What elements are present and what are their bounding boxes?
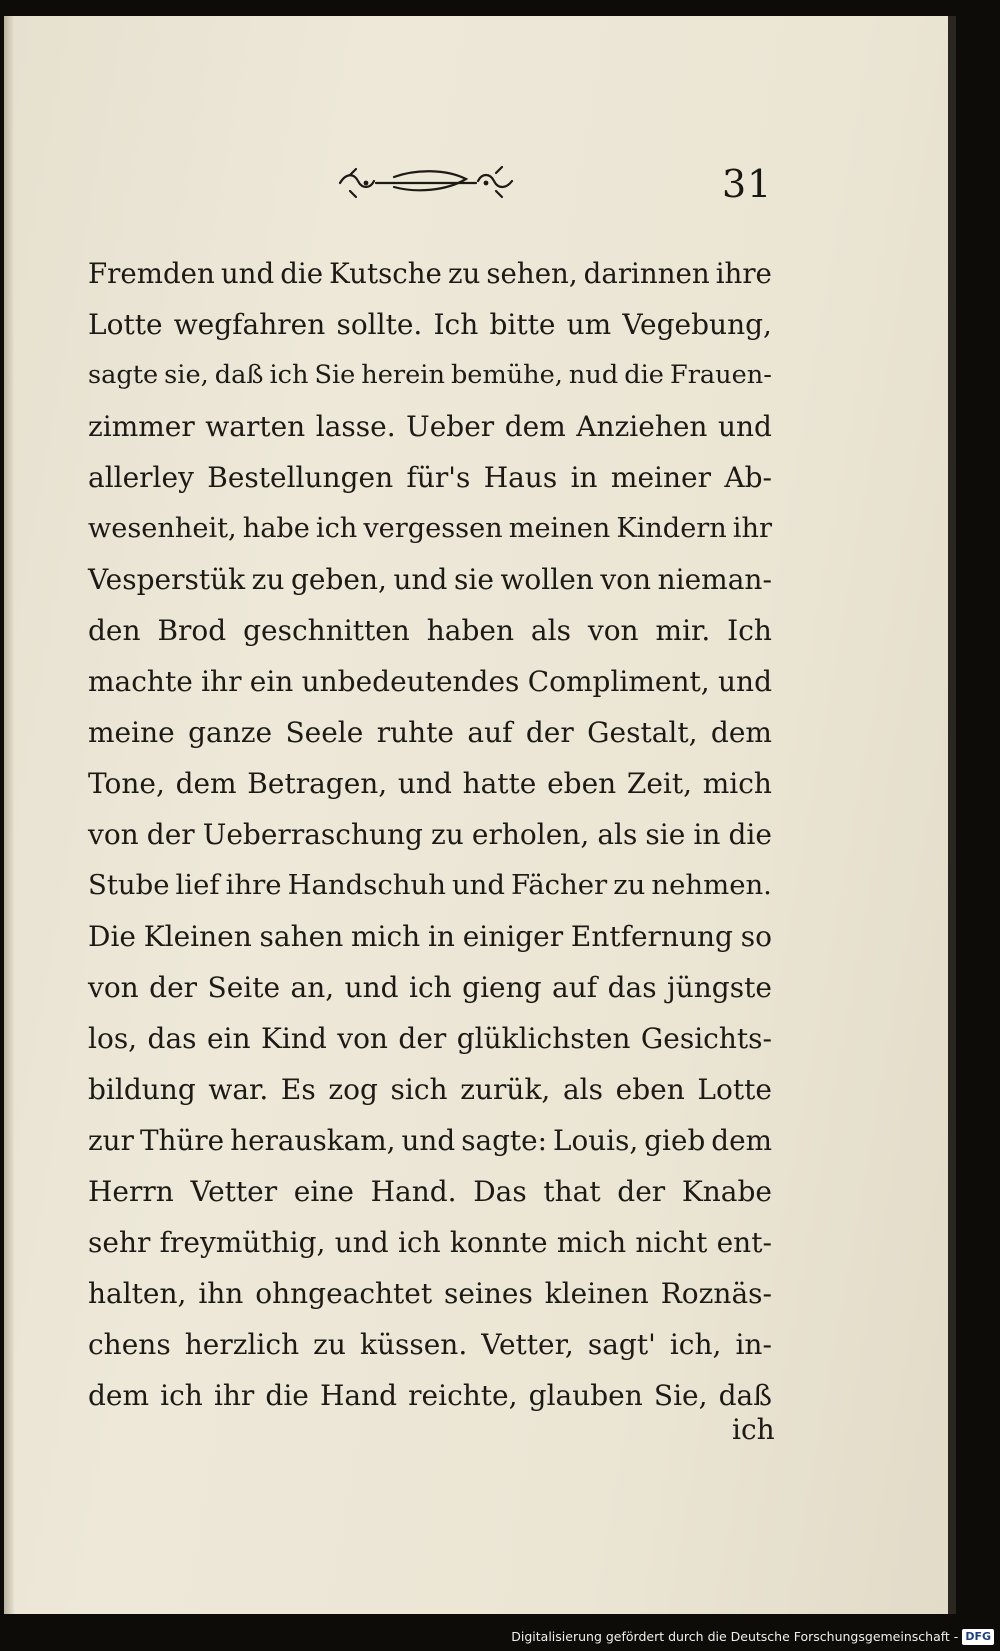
word: die xyxy=(624,360,664,390)
word: Ueberraschung xyxy=(202,818,423,851)
word: als xyxy=(597,818,638,851)
word: hatte xyxy=(462,767,537,800)
word: küssen. xyxy=(360,1328,468,1361)
word: ich xyxy=(397,1226,441,1259)
word: bildung xyxy=(88,1073,196,1106)
word: allerley xyxy=(88,461,194,494)
word: von xyxy=(600,563,652,596)
word: Bestellungen xyxy=(207,461,394,494)
word: Sie, xyxy=(653,1379,708,1412)
word: ihr xyxy=(732,513,772,544)
word: die xyxy=(728,818,772,851)
word: sagte xyxy=(88,360,159,390)
word: einiger xyxy=(462,920,564,953)
word: Vetter, xyxy=(481,1328,574,1361)
word: ihn xyxy=(198,1277,244,1310)
word: ich xyxy=(315,513,358,544)
word: herauskam, xyxy=(230,1124,396,1157)
text-line xyxy=(88,962,772,1013)
word: das xyxy=(607,971,657,1004)
dfg-logo: DFG xyxy=(962,1629,994,1645)
word: sehr xyxy=(88,1226,151,1259)
text-line xyxy=(88,1013,772,1064)
word: ruhte xyxy=(376,716,454,749)
word: Roznäs- xyxy=(660,1277,772,1310)
text-line xyxy=(88,1115,772,1166)
text-line xyxy=(88,1370,772,1421)
word: war. xyxy=(208,1073,269,1106)
word: Betragen, xyxy=(247,767,388,800)
word: chens xyxy=(88,1328,171,1361)
word: Die xyxy=(88,920,136,953)
word: nud xyxy=(568,360,619,390)
word: auf xyxy=(552,971,598,1004)
text-line xyxy=(88,656,772,707)
word: eine xyxy=(293,1175,354,1208)
word: Brod xyxy=(157,614,227,647)
word: Ueber xyxy=(406,410,495,443)
word: geben, xyxy=(290,563,387,596)
word: so xyxy=(740,920,772,953)
word: in- xyxy=(735,1328,772,1361)
word: Sie xyxy=(314,360,356,390)
word: und xyxy=(334,1226,389,1259)
word: Stube xyxy=(88,869,170,901)
word: habe xyxy=(242,513,310,544)
word: dem xyxy=(88,1379,150,1412)
word: mich xyxy=(702,767,772,800)
word: vergessen xyxy=(363,513,503,544)
word: glüklichsten xyxy=(456,1022,631,1055)
word: und xyxy=(718,665,772,698)
word: den xyxy=(88,614,141,647)
word: sollte. xyxy=(336,308,423,341)
word: darinnen xyxy=(583,257,710,290)
word: in xyxy=(693,818,721,851)
catchword: ich xyxy=(732,1413,775,1446)
word: dem xyxy=(710,716,772,749)
word: bitte xyxy=(489,308,556,341)
word: sie, xyxy=(164,360,209,390)
word: ihr xyxy=(213,1379,255,1412)
word: in xyxy=(570,461,598,494)
word: und xyxy=(451,869,505,901)
text-line xyxy=(88,1217,772,1268)
word: der xyxy=(525,716,574,749)
text-line xyxy=(88,554,772,605)
word: eben xyxy=(615,1073,685,1106)
word: that xyxy=(543,1175,601,1208)
word: Zeit, xyxy=(626,767,693,800)
word: wesenheit, xyxy=(88,513,237,544)
word: ein xyxy=(249,665,294,698)
word: machte xyxy=(88,665,193,698)
word: meine xyxy=(88,716,175,749)
word: Fächer xyxy=(511,869,608,901)
word: bemühe, xyxy=(450,360,563,390)
word: das xyxy=(147,1022,197,1055)
word: der xyxy=(398,1022,447,1055)
word: meiner xyxy=(610,461,711,494)
word: für's xyxy=(406,461,471,494)
word: Ab- xyxy=(724,461,772,494)
word: zurük, xyxy=(460,1073,551,1106)
word: in xyxy=(427,920,455,953)
word: Hand. xyxy=(370,1175,457,1208)
word: nehmen. xyxy=(651,869,772,901)
word: sie xyxy=(454,563,494,596)
text-line xyxy=(88,1268,772,1319)
word: zog xyxy=(328,1073,378,1106)
word: Louis, xyxy=(552,1124,639,1157)
word: erholen, xyxy=(471,818,590,851)
word: zu xyxy=(613,869,646,901)
word: sagt' xyxy=(587,1328,656,1361)
word: Lotte xyxy=(88,308,163,341)
word: wegfahren xyxy=(173,308,326,341)
word: Tone, xyxy=(88,767,165,800)
credit-text: Digitalisierung gefördert durch die Deutsche Forschungsgemeinschaft - xyxy=(511,1629,959,1644)
word: Handschuh xyxy=(287,869,446,901)
text-line xyxy=(88,299,772,350)
word: Entfernung xyxy=(570,920,733,953)
text-line xyxy=(88,401,772,452)
word: nicht xyxy=(635,1226,708,1259)
word: Hand xyxy=(319,1379,398,1412)
word: daß xyxy=(718,1379,772,1412)
word: und xyxy=(220,257,275,290)
word: zimmer xyxy=(88,410,195,443)
digitization-credit xyxy=(511,1626,994,1648)
word: Vegebung, xyxy=(622,308,772,341)
word: und xyxy=(717,410,772,443)
word: von xyxy=(587,614,639,647)
word: daß xyxy=(214,360,264,390)
word: warten xyxy=(205,410,306,443)
word: zu xyxy=(447,257,481,290)
body-text xyxy=(88,248,772,1421)
word: als xyxy=(530,614,571,647)
word: sich xyxy=(390,1073,448,1106)
word: Ich xyxy=(433,308,479,341)
word: Seele xyxy=(285,716,364,749)
word: sehen, xyxy=(486,257,578,290)
text-line xyxy=(88,350,772,401)
word: zur xyxy=(88,1124,134,1157)
word: Fremden xyxy=(88,257,215,290)
word: Haus xyxy=(483,461,558,494)
word: ich, xyxy=(669,1328,722,1361)
word: haben xyxy=(426,614,514,647)
text-line xyxy=(88,1064,772,1115)
word: und xyxy=(397,767,452,800)
word: nieman- xyxy=(657,563,772,596)
word: von xyxy=(88,818,139,851)
word: mir. xyxy=(655,614,711,647)
word: los, xyxy=(88,1022,138,1055)
word: Thüre xyxy=(139,1124,225,1157)
word: Ich xyxy=(727,614,772,647)
word: Kleinen xyxy=(143,920,252,953)
text-line xyxy=(88,503,772,554)
word: zu xyxy=(431,818,464,851)
word: an, xyxy=(290,971,335,1004)
word: meinen xyxy=(508,513,611,544)
word: Kind xyxy=(260,1022,327,1055)
word: ihre xyxy=(715,257,772,290)
word: und xyxy=(344,971,399,1004)
word: um xyxy=(566,308,612,341)
word: ein xyxy=(206,1022,251,1055)
book-page xyxy=(4,16,956,1614)
word: konnte xyxy=(449,1226,548,1259)
word: Vesperstük xyxy=(88,563,246,596)
word: der xyxy=(146,818,195,851)
word: ohngeachtet xyxy=(255,1277,433,1310)
word: freymüthig, xyxy=(159,1226,326,1259)
word: Kindern xyxy=(616,513,727,544)
word: herein xyxy=(361,360,445,390)
word: von xyxy=(337,1022,388,1055)
word: ihre xyxy=(225,869,282,901)
word: sahen xyxy=(259,920,344,953)
word: ganze xyxy=(188,716,273,749)
word: ihr xyxy=(201,665,242,698)
word: als xyxy=(562,1073,603,1106)
word: auf xyxy=(467,716,513,749)
page-number: 31 xyxy=(722,162,773,206)
word: der xyxy=(149,971,198,1004)
word: mich xyxy=(350,920,421,953)
text-line xyxy=(88,758,772,809)
word: Kutsche xyxy=(329,257,442,290)
word: glauben xyxy=(528,1379,643,1412)
word: ich xyxy=(409,971,452,1004)
word: Compliment, xyxy=(527,665,710,698)
word: sagte: xyxy=(461,1124,547,1157)
word: halten, xyxy=(88,1277,187,1310)
word: geschnitten xyxy=(243,614,410,647)
word: wollen xyxy=(500,563,594,596)
word: Lotte xyxy=(697,1073,772,1106)
word: die xyxy=(280,257,324,290)
word: zu xyxy=(313,1328,346,1361)
text-line xyxy=(88,860,772,911)
word: dem xyxy=(175,767,237,800)
word: der xyxy=(617,1175,666,1208)
word: unbedeutendes xyxy=(301,665,520,698)
word: herzlich xyxy=(184,1328,300,1361)
text-line xyxy=(88,707,772,758)
decorative-ornament-icon xyxy=(336,163,516,203)
text-line xyxy=(88,1319,772,1370)
word: Herrn xyxy=(88,1175,174,1208)
word: Knabe xyxy=(681,1175,772,1208)
text-line xyxy=(88,248,772,299)
word: gieng xyxy=(462,971,542,1004)
text-line xyxy=(88,911,772,962)
word: ich xyxy=(269,360,309,390)
word: Es xyxy=(280,1073,316,1106)
word: Frauen- xyxy=(669,360,772,390)
word: dem xyxy=(504,410,566,443)
text-line xyxy=(88,452,772,503)
word: ich xyxy=(160,1379,203,1412)
word: seines xyxy=(444,1277,533,1310)
word: Gesichts- xyxy=(640,1022,772,1055)
word: jüngste xyxy=(667,971,772,1004)
word: ent- xyxy=(716,1226,772,1259)
text-line xyxy=(88,1166,772,1217)
word: mich xyxy=(556,1226,627,1259)
word: dem xyxy=(711,1124,772,1157)
page-gutter-shadow xyxy=(4,16,14,1614)
word: Vetter xyxy=(190,1175,278,1208)
word: zu xyxy=(251,563,285,596)
text-line xyxy=(88,605,772,656)
word: von xyxy=(88,971,139,1004)
word: gieb xyxy=(644,1124,706,1157)
word: die xyxy=(265,1379,309,1412)
word: sie xyxy=(645,818,686,851)
word: eben xyxy=(547,767,617,800)
word: reichte, xyxy=(408,1379,518,1412)
word: Gestalt, xyxy=(587,716,698,749)
word: lasse. xyxy=(315,410,396,443)
word: kleinen xyxy=(544,1277,649,1310)
word: Das xyxy=(473,1175,527,1208)
word: und xyxy=(393,563,448,596)
text-line xyxy=(88,809,772,860)
word: Anziehen xyxy=(576,410,708,443)
word: lief xyxy=(175,869,220,901)
word: und xyxy=(401,1124,456,1157)
word: Seite xyxy=(207,971,281,1004)
